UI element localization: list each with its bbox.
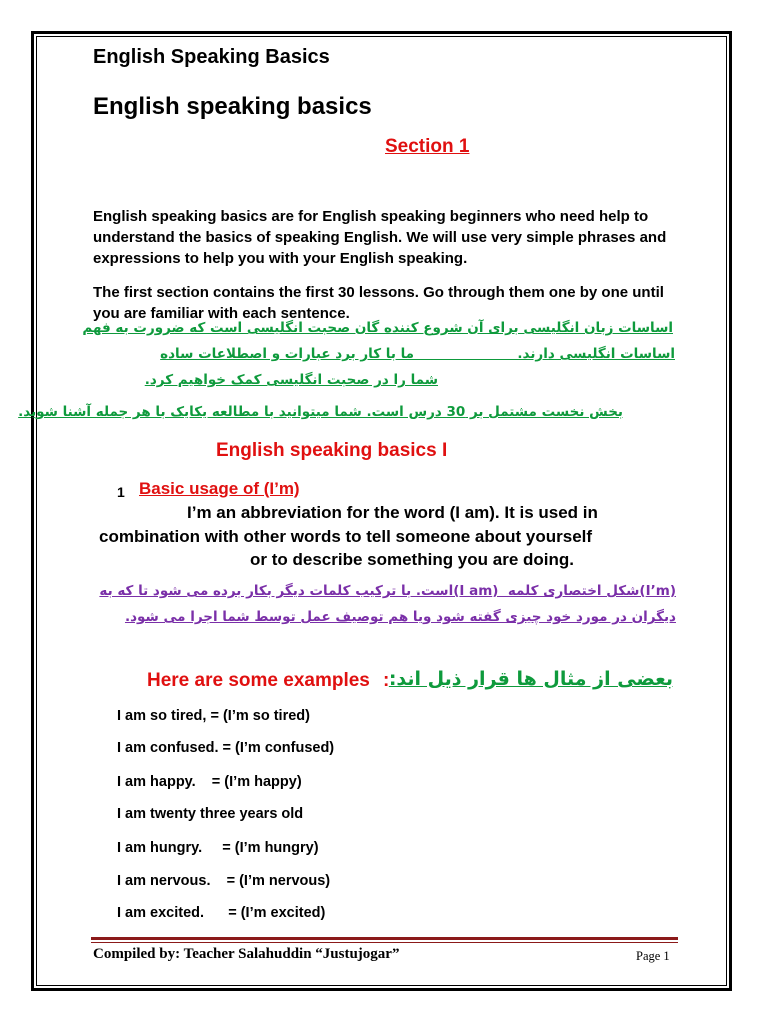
examples-heading: Here are some examples — [147, 670, 370, 691]
second-paragraph: The first section contains the first 30 lessons. Go through them one by one until you are familiar with each sentence. — [93, 284, 664, 322]
persian-intro-line-4: بخش نخست مشتمل بر 30 درس است. شما میتوانید با مطالعه یکایک با هر جمله آشنا شوید. — [18, 404, 623, 420]
footer-page-number: Page 1 — [636, 949, 670, 963]
footer-rule-thin — [91, 942, 678, 943]
lesson-persian-line-2: دیگران در مورد خود چیزی گفته شود ویا هم توصیف عمل توسط شما اجرا می شود. — [124, 609, 676, 625]
lesson-persian-line-1: (I’m)شکل اختصاری کلمه (I am)است. با ترکیب کلمات دیگر بکار برده می شود تا که به — [99, 583, 676, 599]
example-item: I am hungry. = (I’m hungry) — [117, 840, 319, 856]
examples-heading-colon: : — [383, 670, 390, 691]
example-item: I am so tired, = (I’m so tired) — [117, 708, 310, 724]
example-item: I am happy. = (I’m happy) — [117, 774, 302, 790]
footer-compiled-by: Compiled by: Teacher Salahuddin “Justujogar” — [93, 946, 400, 962]
examples-heading-persian: بعضی از مثال ها قرار ذیل اند: — [388, 668, 673, 690]
example-item: I am excited. = (I’m excited) — [117, 905, 326, 921]
subheading: English speaking basics I — [216, 440, 448, 461]
lesson-explanation-line-2: combination with other words to tell someone about yourself — [99, 527, 593, 546]
page-title: English speaking basics — [93, 93, 372, 120]
lesson-number: 1 — [117, 484, 125, 500]
intro-paragraph: English speaking basics are for English speaking beginners who need help to understand the basics of speaking English. We will use very simple phrases and expressions to help you with your English speaking. — [93, 208, 667, 267]
section-label: Section 1 — [385, 136, 470, 157]
persian-intro-line-3: شما را در صحبت انگلیسی کمک خواهیم کرد. — [144, 372, 438, 388]
example-item: I am twenty three years old — [117, 806, 304, 822]
example-item: I am confused. = (I’m confused) — [117, 740, 335, 756]
document-header: English Speaking Basics — [93, 46, 330, 68]
persian-intro-line-1: اساسات زبان انگلیسی برای آن شروع کننده گان صحبت انگلیسی است که ضرورت به فهم — [82, 320, 673, 336]
lesson-title: Basic usage of (I’m) — [139, 479, 300, 498]
footer-rule-thick — [91, 937, 678, 940]
persian-intro-line-2: اساسات انگلیسی دارند. ما با کار برد عبارات و اصطلاعات ساده — [160, 346, 675, 362]
lesson-explanation-line-3: or to describe something you are doing. — [250, 550, 574, 569]
example-item: I am nervous. = (I’m nervous) — [117, 873, 331, 889]
lesson-explanation-line-1: I’m an abbreviation for the word (I am). It is used in — [187, 503, 598, 522]
